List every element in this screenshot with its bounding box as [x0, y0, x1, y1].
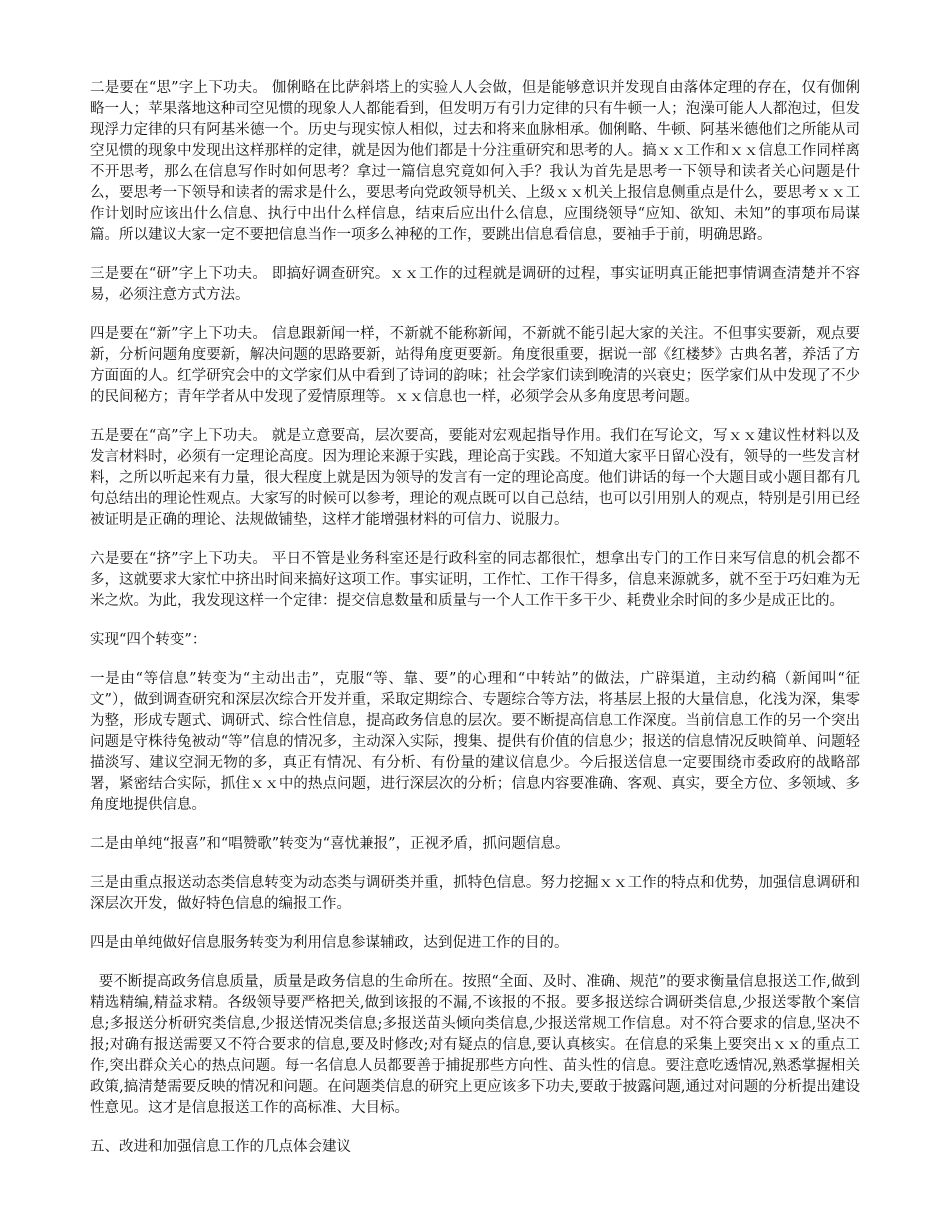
- paragraph-transformation-4: 四是由单纯做好信息服务转变为利用信息参谋辅政，达到促进工作的目的。: [90, 935, 569, 951]
- paragraph-think: 二是要在“思”字上下功夫。 伽俐略在比萨斜塔上的实验人人会做，但是能够意识并发现自由落体定理的存在，仅有伽俐略一人；苹果落地这种司空见惯的现象人人都能看到，但发明万有引力定律的只有牛顿一人；泡澡可能人人都泡过，但发现浮力定律的只有阿基米德一个。历史与现实惊人相似，过去和将来血脉相承。伽俐略、牛顿、阿基米德他们之所能从司空见惯的现象中发现出这样那样的定律，就是因为他们都是十分注重研究和思考的人。搞ｘｘ工作和ｘｘ信息工作同样离不开思考，那么在信息写作时如何思考？拿过一篇信息究竟如何入手？我认为首先是思考一下领导和读者关心问题是什么，要思考一下领导和读者的需求是什么，要思考向党政领导机关、上级ｘｘ机关上报信息侧重点是什么，要思考ｘｘ工作计划时应该出什么信息、执行中出什么样信息，结束后应出什么信息，应围绕领导“应知、欲知、未知”的事项布局谋篇。所以建议大家一定不要把信息当作一项多么神秘的工作，要跳出信息看信息，要袖手于前，明确思路。: [90, 80, 860, 243]
- section-four-transformations: 实现“四个转变”：: [90, 632, 207, 648]
- document-body: [90, 78, 860, 1176]
- section-heading-five: 五、改进和加强信息工作的几点体会建议: [90, 1139, 351, 1155]
- paragraph-transformation-3: 三是由重点报送动态类信息转变为动态类与调研类并重，抓特色信息。努力挖掘ｘｘ工作的特点和优势，加强信息调研和深层次开发，做好特色信息的编报工作。: [90, 875, 860, 912]
- paragraph-quality: 要不断提高政务信息质量，质量是政务信息的生命所在。按照“全面、及时、准确、规范”的要求衡量信息报送工作,做到精选精编,精益求精。各级领导要严格把关,做到该报的不漏,不该报的不报。要多报送综合调研类信息,少报送零散个案信息;多报送分析研究类信息,少报送情况类信息;多报送苗头倾向类信息,少报送常规工作信息。对不符合要求的信息,坚决不报;对确有报送需要又不符合要求的信息,要及时修改;对有疑点的信息,要认真核实。在信息的采集上要突出ｘｘ的重点工作,突出群众关心的热点问题。每一名信息人员都要善于捕捉那些方向性、苗头性的信息。要注意吃透情况,熟悉掌握相关政策,搞清楚需要反映的情况和问题。在问题类信息的研究上更应该多下功夫,要敢于披露问题,通过对问题的分析提出建设性意见。这才是信息报送工作的高标准、大目标。: [90, 974, 860, 1116]
- paragraph-transformation-1: 一是由“等信息”转变为“主动出击”，克服“等、靠、要”的心理和“中转站”的做法，广辟渠道，主动约稿（新闻叫“征文”），做到调查研究和深层次综合开发并重，采取定期综合、专题综合等方法，将基层上报的大量信息，化浅为深，集零为整，形成专题式、调研式、综合性信息，提高政务信息的层次。要不断提高信息工作深度。当前信息工作的另一个突出问题是守株待兔被动“等”信息的情况多，主动深入实际，搜集、提供有价值的信息少；报送的信息情况反映简单、问题轻描淡写、建议空洞无物的多，真正有情况、有分析、有份量的建议信息少。今后报送信息一定要围绕市委政府的战略部署，紧密结合实际，抓住ｘｘ中的热点问题，进行深层次的分析；信息内容要准确、客观、真实，要全方位、多领域、多角度地提供信息。: [90, 671, 860, 813]
- paragraph-new: 四是要在“新”字上下功夫。 信息跟新闻一样，不新就不能称新闻，不新就不能引起大家的关注。不但事实要新，观点要新，分析问题角度要新，解决问题的思路要新，站得角度更要新。角度很重要，据说一部《红楼梦》古典名著，养活了方方面面的人。红学研究会中的文学家们从中看到了诗词的韵味；社会学家们读到晚清的兴衰史；医学家们从中发现了不少的民间秘方；青年学者从中发现了爱情原理等。ｘｘ信息也一样，必须学会从多角度思考问题。: [90, 326, 860, 405]
- paragraph-transformation-2: 二是由单纯“报喜”和“唱赞歌”转变为“喜忧兼报”，正视矛盾，抓问题信息。: [90, 836, 570, 852]
- paragraph-high: 五是要在“高”字上下功夫。 就是立意要高，层次要高，要能对宏观起指导作用。我们在写论文，写ｘｘ建议性材料以及发言材料时，必须有一定理论高度。因为理论来源于实践，理论高于实践。不知道大家平日留心没有，领导的一些发言材料，之所以听起来有力量，很大程度上就是因为领导的发言有一定的理论高度。他们讲话的每一个大题目或小题目都有几句总结出的理论性观点。大家写的时候可以参考，理论的观点既可以自己总结，也可以引用别人的观点，特别是引用已经被证明是正确的理论、法规做铺垫，这样才能增强材料的可信力、说服力。: [90, 428, 860, 528]
- paragraph-research: 三是要在“研”字上下功夫。 即搞好调查研究。ｘｘ工作的过程就是调研的过程，事实证明真正能把事情调查清楚并不容易，必须注意方式方法。: [90, 266, 860, 303]
- paragraph-squeeze: 六是要在“挤”字上下功夫。 平日不管是业务科室还是行政科室的同志都很忙，想拿出专门的工作日来写信息的机会都不多，这就要求大家忙中挤出时间来搞好这项工作。事实证明，工作忙、工作干得多，信息来源就多，就不至于巧妇难为无米之炊。为此，我发现这样一个定律：提交信息数量和质量与一个人工作干多干少、耗费业余时间的多少是成正比的。: [90, 551, 860, 609]
